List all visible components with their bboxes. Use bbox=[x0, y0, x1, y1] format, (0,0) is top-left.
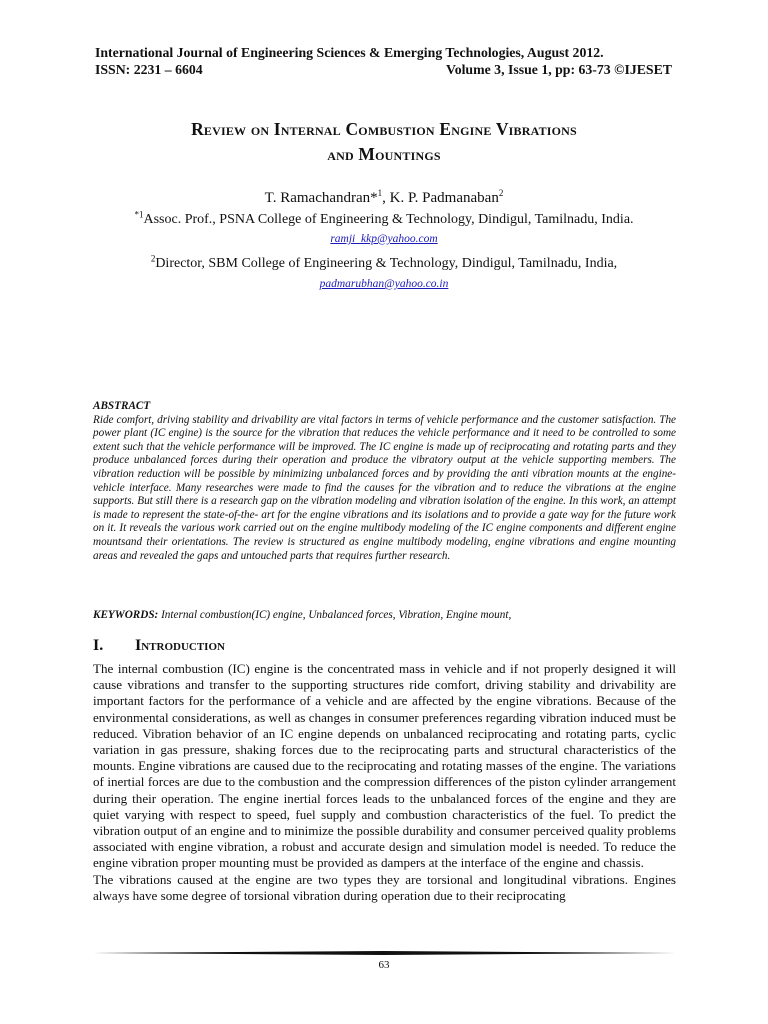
abstract-body: Ride comfort, driving stability and drivability are vital factors in terms of vehicle performance and the customer satisfaction. The power plant (IC engine) is the source for the vibration that reduces the vehicle performance and it need to be controlled to some extent such that the vehicle performance will be improved. The IC engine is made up of reciprocating and rotating parts and they produce unbalanced forces during their operation and produce the vibratory output at the vehicle supporting members. The vibration reduction will be possible by minimizing unbalanced forces and by providing the anti vibration mounts at the engine-vehicle interface. Many researches were made to find the causes for the vibration and to reduce the vibrations at the engine supports. But still there is a research gap on the vibration modeling and vibration isolation of the engine. In this work, an attempt is made to represent the state-of-the- art for the engine vibrations and its isolations and to provide a gate way for the future work on it. It reveals the various work carried out on the engine multibody modeling of the IC engine components and different engine mountsand their orientations. The review is structured as engine multibody modeling, engine vibrations and engine mounting areas and revealed the gaps and untouched parts that requires further research. bbox=[93, 413, 676, 562]
journal-name: International Journal of Engineering Sciences & Emerging Technologies, August 2012. bbox=[95, 45, 604, 60]
email-1-row bbox=[60, 231, 708, 246]
email-2-row bbox=[60, 276, 708, 291]
keywords-line bbox=[93, 609, 676, 621]
paragraph-1: The internal combustion (IC) engine is the concentrated mass in vehicle and if not properly designed it will cause vibrations and transfer to the supporting structures ride comfort, driving stability and drivability are important factors for the performance of a vehicle and are affected by the engine vibrations. Because of the environmental considerations, as well as changes in consumer preferences regarding vibration induced must be reduced. Vibration behavior of an IC engine depends on unbalanced reciprocating and rotating parts, cyclic variation in gas pressure, shaking forces due to the reciprocating parts and structural characteristics of the mounts. Engine vibrations are caused due to the reciprocating and rotating masses of the engine. The variations of inertial forces are due to the combustion and the compression differences of the piston cylinder arrangement during their operation. The engine inertial forces leads to the unbalanced forces of the engine and they are quiet varying with respect to speed, fuel supply and combustion characteristics of the fuel. To predict the vibration output of an engine and to minimize the possible durability and consumer perceived quality problems associated with engine vibration, a robust and accurate design and simulation model is needed. To reduce the engine vibration proper mounting must be provided as dampers at the interface of the engine and chassis. bbox=[93, 661, 676, 871]
author-2-sup: 2 bbox=[498, 188, 504, 198]
email-link-1[interactable]: ramji_kkp@yahoo.com bbox=[330, 233, 438, 245]
section-number: I. bbox=[93, 637, 104, 654]
affiliation-1-sup: *1 bbox=[134, 209, 144, 220]
abstract-section bbox=[93, 400, 676, 563]
title-line-1: Review on Internal Combustion Engine Vibrations bbox=[191, 119, 577, 139]
author-2: K. P. Padmanaban bbox=[389, 190, 499, 206]
introduction-body bbox=[93, 661, 676, 904]
affiliation-1-text: Assoc. Prof., PSNA College of Engineering & Technology, Dindigul, Tamilnadu, India. bbox=[143, 212, 634, 227]
page-number: 63 bbox=[378, 959, 390, 971]
author-line bbox=[60, 190, 708, 207]
title-line-2: and Mountings bbox=[327, 144, 441, 164]
affiliation-2-text: Director, SBM College of Engineering & Technology, Dindigul, Tamilnadu, India, bbox=[155, 256, 618, 271]
section-heading bbox=[93, 637, 225, 655]
issn-text: ISSN: 2231 – 6604 bbox=[95, 62, 203, 77]
footer-rule bbox=[93, 951, 676, 955]
author-separator: , bbox=[382, 190, 390, 206]
abstract-heading: ABSTRACT bbox=[93, 400, 151, 412]
affiliation-1 bbox=[60, 209, 708, 228]
affiliation-2-sup: 2 bbox=[150, 253, 156, 264]
author-1-sup: 1 bbox=[377, 188, 383, 198]
volume-text: Volume 3, Issue 1, pp: 63-73 ©IJESET bbox=[446, 62, 672, 77]
paragraph-2: The vibrations caused at the engine are two types they are torsional and longitudinal vibrations. Engines always have some degree of torsional vibration during operation due to their reciprocating bbox=[93, 871, 676, 903]
affiliation-2 bbox=[60, 253, 708, 272]
journal-meta-row bbox=[95, 61, 672, 78]
email-link-2[interactable]: padmarubhan@yahoo.co.in bbox=[319, 278, 449, 290]
section-title: Introduction bbox=[135, 637, 225, 654]
paper-title bbox=[60, 117, 708, 167]
keywords-text: Internal combustion(IC) engine, Unbalanced forces, Vibration, Engine mount, bbox=[161, 609, 512, 621]
keywords-label: KEYWORDS: bbox=[93, 609, 159, 621]
author-1: T. Ramachandran* bbox=[264, 190, 378, 206]
journal-header bbox=[95, 44, 672, 78]
